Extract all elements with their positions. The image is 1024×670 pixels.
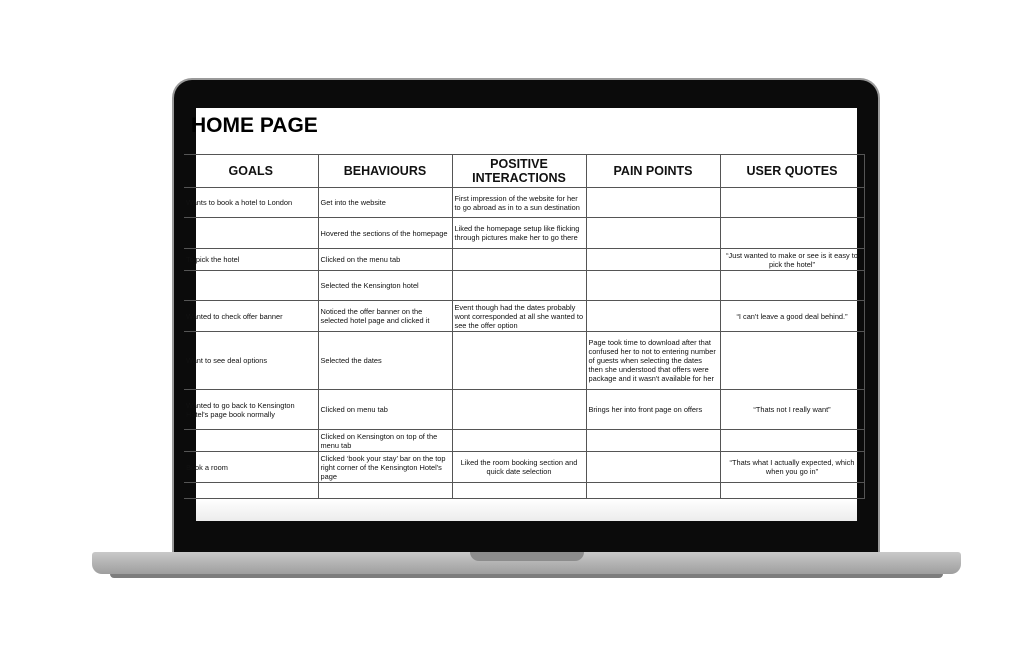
behaviour-cell: Selected the dates	[318, 332, 452, 390]
table-header-row	[184, 155, 864, 188]
goal-cell: Wants to book a hotel to London	[184, 188, 318, 218]
positive-cell	[452, 430, 586, 452]
table-row	[184, 218, 864, 249]
behaviour-cell: Clicked ‘book your stay’ bar on the top right corner of the Kensington Hotel's page	[318, 452, 452, 483]
pain-cell	[586, 218, 720, 249]
positive-cell	[452, 271, 586, 301]
screen-bottom-shadow	[196, 499, 857, 521]
table-row	[184, 271, 864, 301]
behaviour-cell: Clicked on the menu tab	[318, 249, 452, 271]
goal-cell: To pick the hotel	[184, 249, 318, 271]
table-row	[184, 390, 864, 430]
goal-cell	[184, 483, 318, 499]
pain-cell: Page took time to download after that confused her to not to entering number of guests when selecting the dates then she understood that offers were package and it wasn't available for her	[586, 332, 720, 390]
header-goals: GOALS	[184, 155, 318, 188]
quote-cell: “Thats what I actually expected, which when you go in”	[720, 452, 864, 483]
quote-cell	[720, 332, 864, 390]
positive-cell	[452, 483, 586, 499]
quote-cell	[720, 430, 864, 452]
pain-cell	[586, 483, 720, 499]
goal-cell	[184, 271, 318, 301]
pain-cell	[586, 271, 720, 301]
goal-cell: Wanted to check offer banner	[184, 301, 318, 332]
table-row	[184, 249, 864, 271]
positive-cell: First impression of the website for her to go abroad as in to a sun destination	[452, 188, 586, 218]
page-title: HOME PAGE	[191, 114, 318, 137]
pain-cell	[586, 301, 720, 332]
table-row	[184, 452, 864, 483]
quote-cell	[720, 483, 864, 499]
goal-cell	[184, 218, 318, 249]
table-row	[184, 332, 864, 390]
quote-cell	[720, 218, 864, 249]
positive-cell: Liked the homepage setup like flicking through pictures make her to go there	[452, 218, 586, 249]
goal-cell: Want to see deal options	[184, 332, 318, 390]
behaviour-cell: Clicked on Kensington on top of the menu tab	[318, 430, 452, 452]
pain-cell	[586, 249, 720, 271]
positive-cell: Liked the room booking section and quick date selection	[452, 452, 586, 483]
header-pain-points: PAIN POINTS	[586, 155, 720, 188]
behaviour-cell	[318, 483, 452, 499]
behaviour-cell: Noticed the offer banner on the selected hotel page and clicked it	[318, 301, 452, 332]
header-behaviours: BEHAVIOURS	[318, 155, 452, 188]
quote-cell: “Thats not I really want”	[720, 390, 864, 430]
behaviour-cell: Clicked on menu tab	[318, 390, 452, 430]
quote-cell: “I can't leave a good deal behind.”	[720, 301, 864, 332]
quote-cell	[720, 271, 864, 301]
table-row	[184, 301, 864, 332]
laptop-screen	[186, 108, 858, 521]
pain-cell	[586, 188, 720, 218]
table-row	[184, 483, 864, 499]
pain-cell	[586, 452, 720, 483]
goal-cell: Book a room	[184, 452, 318, 483]
positive-cell	[452, 332, 586, 390]
laptop-hinge-notch	[470, 552, 584, 561]
pain-cell: Brings her into front page on offers	[586, 390, 720, 430]
goal-cell	[184, 430, 318, 452]
header-positive-interactions: POSITIVE INTERACTIONS	[452, 155, 586, 188]
user-journey-table	[184, 154, 865, 499]
positive-cell	[452, 249, 586, 271]
positive-cell	[452, 390, 586, 430]
behaviour-cell: Hovered the sections of the homepage	[318, 218, 452, 249]
positive-cell: Event though had the dates probably wont corresponded at all she wanted to see the offer option	[452, 301, 586, 332]
pain-cell	[586, 430, 720, 452]
table-row	[184, 188, 864, 218]
quote-cell: “Just wanted to make or see is it easy to pick the hotel”	[720, 249, 864, 271]
header-user-quotes: USER QUOTES	[720, 155, 864, 188]
behaviour-cell: Get into the website	[318, 188, 452, 218]
quote-cell	[720, 188, 864, 218]
laptop-base-shadow	[110, 574, 943, 578]
behaviour-cell: Selected the Kensington hotel	[318, 271, 452, 301]
table-row	[184, 430, 864, 452]
goal-cell: Wanted to go back to Kensington Hotel's page book normally	[184, 390, 318, 430]
